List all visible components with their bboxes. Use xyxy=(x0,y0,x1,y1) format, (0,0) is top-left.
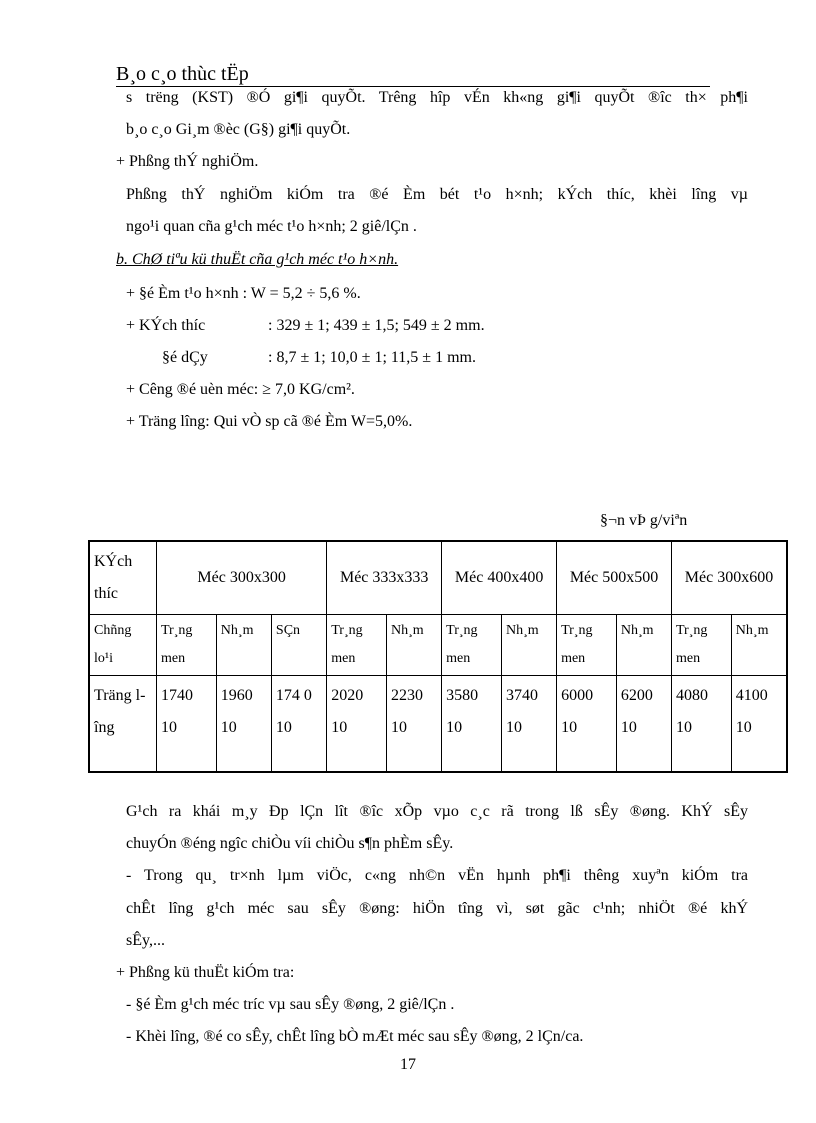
table-subheader-row xyxy=(89,615,787,676)
table-data-cell: 4100 10 xyxy=(731,676,787,772)
table-subheader-cell: Tr¸ng men xyxy=(327,615,387,676)
table-data-cell: Träng lîng xyxy=(89,676,157,772)
section-b-heading: b. ChØ tiªu kü thuËt cña g¹ch méc t¹o h×nh. xyxy=(116,251,399,268)
table-header-cell: Méc 300x600 xyxy=(672,541,788,615)
table-header-row xyxy=(89,541,787,615)
table-subheader-cell: Tr¸ng men xyxy=(672,615,732,676)
section-heading-tech: + Phßng kü thuËt kiÓm tra: xyxy=(116,964,295,981)
page-number: 17 xyxy=(400,1056,416,1073)
table-data-cell: 3740 10 xyxy=(501,676,556,772)
table-data-cell: 2020 10 xyxy=(327,676,387,772)
table-caption: §¬n vÞ g/viªn xyxy=(600,512,688,529)
table-data-cell: 6200 10 xyxy=(616,676,671,772)
section-heading-lab: + Phßng thÝ nghiÖm. xyxy=(116,153,259,170)
table-header-cell: KÝch thíc xyxy=(89,541,157,615)
spec-weight: + Träng lîng: Qui vÒ sp cã ®é Èm W=5,0%. xyxy=(126,413,413,430)
table-subheader-cell: Tr¸ng men xyxy=(557,615,617,676)
spec-moisture: + §é Èm t¹o h×nh : W = 5,2 ÷ 5,6 %. xyxy=(126,285,361,302)
table-subheader-cell: Nh¸m xyxy=(216,615,271,676)
paragraph-line: ngo¹i quan cña g¹ch méc t¹o h×nh; 2 giê/lÇn . xyxy=(126,218,417,235)
paragraph-line: Phßng thÝ nghiÖm kiÓm tra ®é Èm bét t¹o h×nh; kÝch thíc, khèi lîng vµ xyxy=(126,186,748,203)
spec-thickness-label: §é dÇy xyxy=(162,349,208,366)
table-data-cell: 174 0 10 xyxy=(271,676,326,772)
paragraph-line: b¸o c¸o Gi¸m ®èc (G§) gi¶i quyÕt. xyxy=(126,121,351,138)
table-header-cell: Méc 500x500 xyxy=(557,541,672,615)
page-header-title: B¸o c¸o thùc tËp xyxy=(116,62,710,87)
paragraph-line: chÊt lîng g¹ch méc sau sÊy ®øng: hiÖn tîng vì, søt gãc c¹nh; nhiÖt ®é khÝ xyxy=(126,900,748,917)
paragraph-line: sÊy,... xyxy=(126,932,165,949)
paragraph-line: - Khèi lîng, ®é co sÊy, chÊt lîng bÒ mÆt méc sau sÊy ®øng, 2 lÇn/ca. xyxy=(126,1028,584,1045)
paragraph-line: G¹ch ra khái m¸y Ðp lÇn lît ®îc xÕp vµo c¸c rã trong lß sÊy ®øng. KhÝ sÊy xyxy=(126,803,748,820)
paragraph-line: - §é Èm g¹ch méc tríc vµ sau sÊy ®øng, 2 giê/lÇn . xyxy=(126,996,455,1013)
paragraph-line: s trëng (KST) ®Ó gi¶i quyÕt. Trêng hîp vÉn kh«ng gi¶i quyÕt ®îc th× ph¶i xyxy=(126,89,748,106)
spec-size-label: + KÝch thíc xyxy=(126,317,206,334)
table-data-row xyxy=(89,676,787,772)
table-subheader-cell: Tr¸ng men xyxy=(442,615,502,676)
table-subheader-cell: Nh¸m xyxy=(616,615,671,676)
paragraph-line: - Trong qu¸ tr×nh lµm viÖc, c«ng nh©n vËn hµnh ph¶i thêng xuyªn kiÓm tra xyxy=(126,867,748,884)
table-header-cell: Méc 400x400 xyxy=(442,541,557,615)
table-subheader-cell: Tr¸ng men xyxy=(157,615,217,676)
table-subheader-cell: Nh¸m xyxy=(387,615,442,676)
spec-size-value: : 329 ± 1; 439 ± 1,5; 549 ± 2 mm. xyxy=(268,317,485,334)
paragraph-line: chuyÓn ®éng ngîc chiÒu víi chiÒu s¶n phÈm sÊy. xyxy=(126,835,454,852)
table-subheader-cell: Nh¸m xyxy=(731,615,787,676)
table-header-cell: Méc 333x333 xyxy=(327,541,442,615)
table-subheader-cell: Chñng lo¹i xyxy=(89,615,157,676)
weight-table xyxy=(88,540,788,773)
spec-strength: + Cêng ®é uèn méc: ≥ 7,0 KG/cm². xyxy=(126,381,355,398)
table-data-cell: 4080 10 xyxy=(672,676,732,772)
table-data-cell: 2230 10 xyxy=(387,676,442,772)
table-subheader-cell: Nh¸m xyxy=(501,615,556,676)
table-data-cell: 6000 10 xyxy=(557,676,617,772)
table-header-cell: Méc 300x300 xyxy=(157,541,327,615)
table-data-cell: 1740 10 xyxy=(157,676,217,772)
table-data-cell: 3580 10 xyxy=(442,676,502,772)
table-subheader-cell: SÇn xyxy=(271,615,326,676)
spec-thickness-value: : 8,7 ± 1; 10,0 ± 1; 11,5 ± 1 mm. xyxy=(268,349,476,366)
table-data-cell: 1960 10 xyxy=(216,676,271,772)
